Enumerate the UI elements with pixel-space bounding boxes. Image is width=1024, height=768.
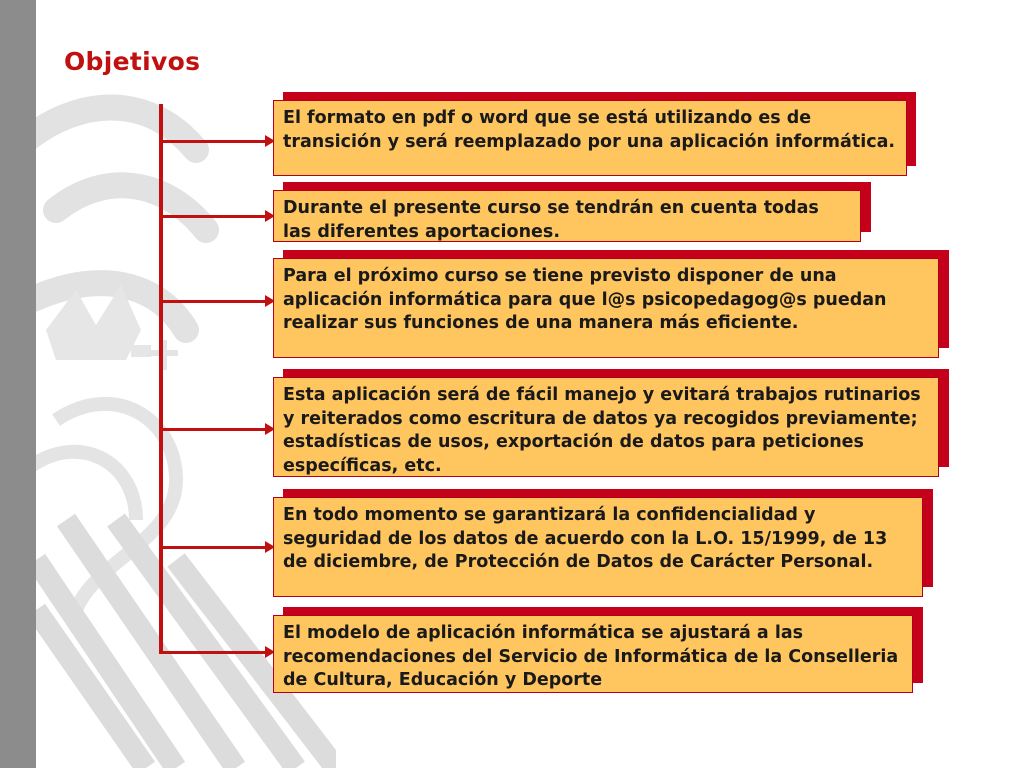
objective-box-5 [273, 489, 933, 597]
connector-arrow-3 [161, 300, 267, 303]
connector-arrow-1 [161, 140, 267, 143]
slide-title: Objetivos [64, 47, 201, 76]
objective-box-6 [273, 607, 923, 693]
objective-box-2 [273, 182, 871, 242]
objective-text-3: Para el próximo curso se tiene previsto disponer de una aplicación informática para que l@s psicopedagog@s puedan realizar sus funciones de una manera más eficiente. [273, 258, 939, 358]
connector-arrow-5 [161, 546, 267, 549]
objective-text-5: En todo momento se garantizará la confidencialidad y seguridad de los datos de acuerdo con la L.O. 15/1999, de 13 de diciembre, de Protección de Datos de Carácter Personal. [273, 497, 923, 597]
connector-arrow-4 [161, 428, 267, 431]
connector-arrow-6 [161, 651, 267, 654]
objective-box-3 [273, 250, 949, 358]
connector-trunk [159, 104, 163, 654]
objective-text-6: El modelo de aplicación informática se ajustará a las recomendaciones del Servicio de Informática de la Conselleria de Cultura, Educación y Deporte [273, 615, 913, 693]
objective-text-1: El formato en pdf o word que se está utilizando es de transición y será reemplazado por una aplicación informática. [273, 100, 907, 176]
objective-box-4 [273, 369, 949, 477]
left-side-bar [0, 0, 36, 768]
objective-text-4: Esta aplicación será de fácil manejo y evitará trabajos rutinarios y reiterados como escritura de datos ya recogidos previamente; estadísticas de usos, exportación de datos para peticiones específicas, etc. [273, 377, 939, 477]
objective-box-1 [273, 92, 918, 176]
connector-arrow-2 [161, 215, 267, 218]
objective-text-2: Durante el presente curso se tendrán en cuenta todas las diferentes aportaciones. [273, 190, 861, 242]
